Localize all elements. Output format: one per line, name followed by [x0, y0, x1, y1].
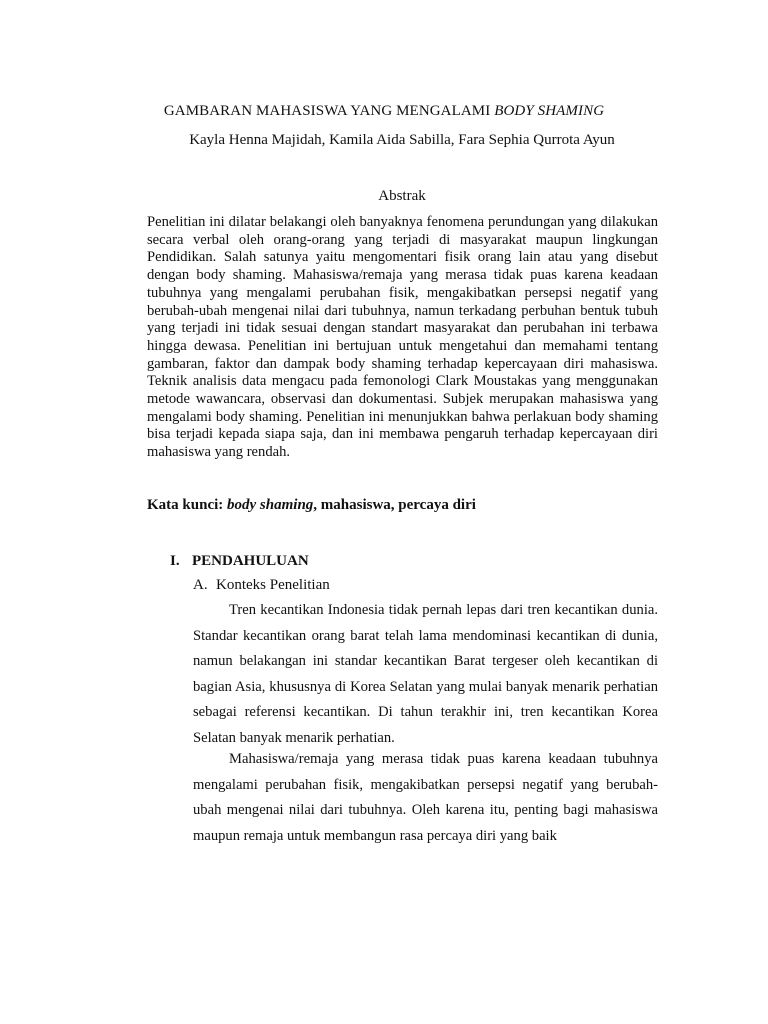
- body-paragraph-2: Mahasiswa/remaja yang merasa tidak puas karena keadaan tubuhnya mengalami perubahan fisik, mengakibatkan persepsi negatif yang berubah-ubah mengenai nilai dari tubuhnya. Oleh karena itu, penting bagi mahasiswa maupun remaja untuk membangun rasa percaya diri yang baik: [193, 751, 658, 844]
- paper-title: [0, 101, 768, 121]
- paper-title-emphasis: BODY SHAMING: [494, 103, 605, 119]
- subsection-heading: [193, 575, 330, 595]
- keywords-emphasis: body shaming: [227, 497, 314, 513]
- section-title: PENDAHULUAN: [192, 553, 309, 569]
- body-paragraph-1: Tren kecantikan Indonesia tidak pernah lepas dari tren kecantikan dunia. Standar kecantikan orang barat telah lama mendominasi kecantikan di dunia, namun belakangan ini standar kecantikan Barat tergeser oleh kecantikan di bagian Asia, khususnya di Korea Selatan yang mulai banyak menarik perhatian sebagai referensi kecantikan. Di tahun terakhir ini, tren kecantikan Korea Selatan banyak menarik perhatian.: [193, 602, 658, 746]
- subsection-title: Konteks Penelitian: [216, 577, 330, 593]
- section-heading: [170, 551, 309, 571]
- section-number: I.: [170, 553, 180, 569]
- abstract-body: Penelitian ini dilatar belakangi oleh banyaknya fenomena perundungan yang dilakukan secara verbal oleh orang-orang yang terjadi di masyarakat maupun lingkungan Pendidikan. Salah satunya yaitu mengomentari fisik orang lain atau yang disebut dengan body shaming. Mahasiswa/remaja yang merasa tidak puas karena keadaan tubuhnya yang mengalami perubahan fisik, mengakibatkan persepsi negatif yang berubah-ubah mengenai nilai dari tubuhnya, namun terkadang perbuhan bentuk tubuh yang terjadi ini tidak sesuai dengan standart masyarakat dan perubahan ini terbawa hingga dewasa. Penelitian ini bertujuan untuk mengetahui dan memahami tentang gambaran, faktor dan dampak body shaming terhadap kepercayaan diri mahasiswa. Teknik analisis data mengacu pada femonologi Clark Moustakas yang menggunakan metode wawancara, observasi dan dokumentasi. Subjek merupakan mahasiswa yang mengalami body shaming. Penelitian ini menunjukkan bahwa perlakuan body shaming bisa terjadi kepada siapa saja, dan ini membawa pengaruh terhadap kepercayaan diri mahasiswa yang rendah.: [147, 214, 658, 461]
- keywords-label: Kata kunci:: [147, 497, 228, 513]
- abstract-heading: Abstrak: [378, 188, 426, 204]
- keywords-rest: , mahasiswa, percaya diri: [313, 497, 476, 513]
- paper-authors: Kayla Henna Majidah, Kamila Aida Sabilla, Fara Sephia Qurrota Ayun: [189, 132, 615, 148]
- paper-title-main: GAMBARAN MAHASISWA YANG MENGALAMI: [163, 103, 495, 119]
- keywords-line: [147, 495, 476, 515]
- subsection-number: A.: [193, 577, 208, 593]
